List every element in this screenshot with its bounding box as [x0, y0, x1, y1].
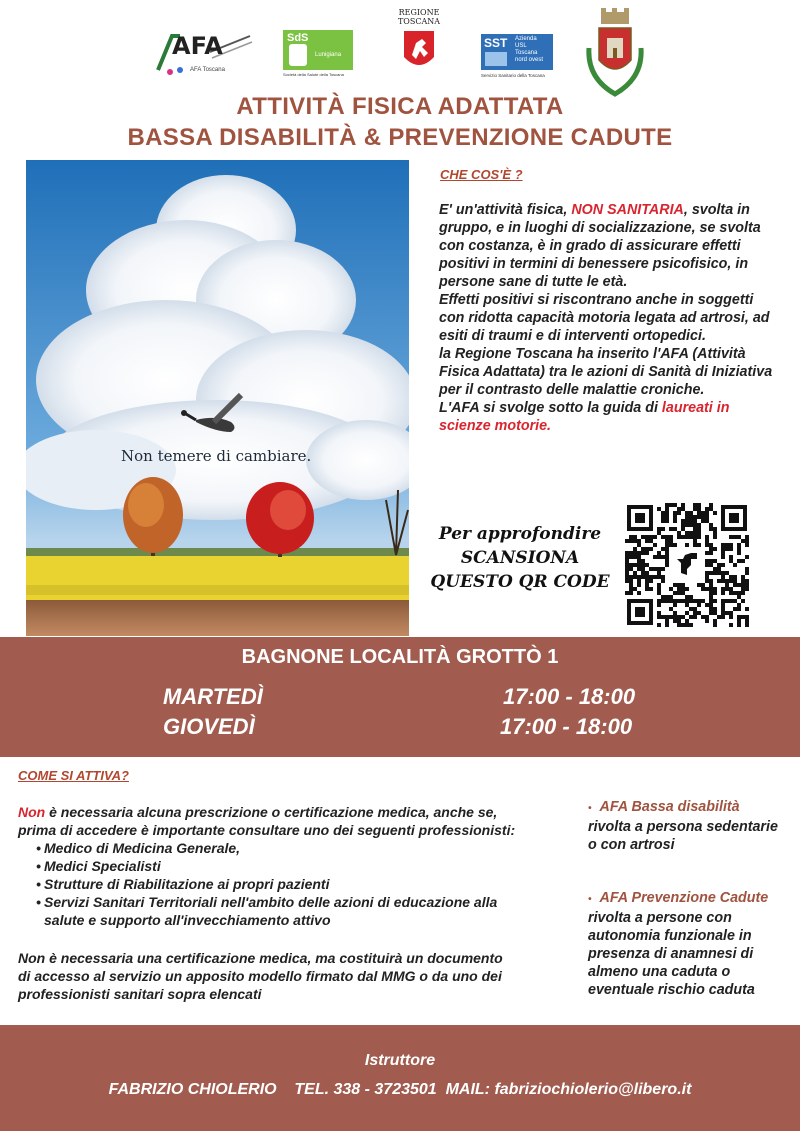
afa-type-1-title-text: AFA Bassa disabilità [599, 799, 740, 815]
activate-p1-rest: è necessaria alcuna prescrizione o certificazione medica, anche se, prima di accedere è importante consultare uno dei seguenti professionisti: [18, 804, 516, 838]
sst-logo [481, 34, 555, 82]
what-p1-a: E' un'attività fisica, [439, 202, 572, 218]
qr-line-3: QUESTO QR CODE [430, 572, 610, 592]
regione-logo-line2: TOSCANA [397, 17, 441, 26]
afa-type-1-desc: rivolta a persona sedentarie o con artrosi [588, 819, 778, 853]
list-item: • Medici Specialisti [18, 857, 538, 875]
list-item: • Strutture di Riabilitazione ai propri pazienti [18, 875, 538, 893]
time-1: 17:00 - 18:00 [503, 684, 636, 709]
regione-toscana-logo [395, 8, 443, 80]
what-p4-a: L'AFA si svolge sotto la guida di [439, 400, 662, 416]
activate-p2: Non è necessaria una certificazione medica, ma costituirà un documento di accesso al servizio un apposito modello firmato dal MMG o da uno dei professionisti sanitari sopra elencati [18, 950, 503, 1002]
comune-crest-logo [583, 8, 647, 100]
activate-p1-red: Non [18, 804, 46, 820]
sst-line-1: Azienda [515, 36, 537, 42]
activate-heading: COME SI ATTIVA? [18, 768, 129, 783]
professionals-list [18, 839, 538, 929]
sst-logo-text: SST [484, 36, 508, 50]
afa-type-2-title: • AFA Prevenzione Cadute [588, 890, 769, 906]
afa-logo [150, 30, 255, 78]
instructor-contact: FABRIZIO CHIOLERIO TEL. 338 - 3723501 MAIL: fabriziochiolerio@libero.it [108, 1081, 692, 1098]
afa-type-1-title: • AFA Bassa disabilità [588, 799, 740, 815]
activate-body [18, 803, 538, 1003]
instructor-role: Istruttore [364, 1052, 436, 1069]
qr-code[interactable] [625, 503, 749, 627]
day-1: MARTEDÌ [163, 684, 263, 709]
sds-logo-footer: Società della Salute della Toscana [283, 72, 344, 77]
afa-type-2-title-text: AFA Prevenzione Cadute [599, 890, 769, 906]
day-2: GIOVEDÌ [163, 714, 255, 739]
title-line-2: BASSA DISABILITÀ & PREVENZIONE CADUTE [127, 124, 673, 151]
footer-band [0, 1025, 800, 1131]
what-p1-red: NON SANITARIA [571, 202, 684, 218]
regione-logo-line1: REGIONE [398, 8, 440, 17]
sst-logo-footer: Servizio Sanitario della Toscana [481, 73, 545, 78]
sst-line-3: Toscana [515, 50, 538, 56]
hero-photo [26, 160, 409, 636]
title-line-1: ATTIVITÀ FISICA ADATTATA [236, 93, 564, 120]
list-item: • Servizi Sanitari Territoriali nell'ambito delle azioni di educazione alla salute e supporto all'invecchiamento attivo [18, 893, 538, 929]
what-p4-red: laureati in scienze motorie. [439, 400, 730, 434]
comune-crest-icon [583, 8, 647, 100]
pegasus-shield-icon [402, 29, 436, 73]
afa-type-1 [588, 798, 788, 854]
what-p3: la Regione Toscana ha inserito l'AFA (Attività Fisica Adattata) tra le azioni di Sanità di Iniziativa per il contrasto delle malattie croniche. [439, 346, 773, 398]
qr-caption [430, 522, 610, 594]
list-item: • Medico di Medicina Generale, [18, 839, 538, 857]
afa-type-2 [588, 889, 788, 999]
location: BAGNONE LOCALITÀ GROTTÒ 1 [241, 646, 559, 668]
afa-type-2-desc: rivolta a persone con autonomia funzionale in presenza di anamnesi di almeno una caduta o eventuale rischio caduta [588, 910, 755, 998]
sst-line-2: USL [515, 43, 527, 49]
what-heading: CHE COS'È ? [440, 167, 523, 182]
sds-logo-text: SdS [287, 32, 309, 44]
schedule-band [0, 637, 800, 757]
hero-landscape-image [26, 160, 409, 636]
qr-code-icon [625, 503, 749, 627]
time-2: 17:00 - 18:00 [500, 714, 633, 739]
logo-bar [0, 8, 800, 98]
qr-line-2: SCANSIONA [460, 548, 580, 568]
afa-logo-text: AFA [172, 32, 223, 60]
what-p1-b: , svolta in gruppo, e in luoghi di socializzazione, se svolta con costanza, è in grado di assicurare effetti positivi in termini di benessere psicofisico, in persone sane di tutte le età. [439, 202, 761, 290]
what-p2: Effetti positivi si riscontrano anche in soggetti con ridotta capacità motoria legata ad artrosi, ad esiti di traumi e di interventi ortopedici. [439, 292, 770, 344]
sds-logo-sub: Lunigiana [315, 52, 342, 58]
qr-line-1: Per approfondire [438, 524, 602, 544]
afa-logo-sub: AFA Toscana [190, 67, 225, 73]
sst-line-4: nord ovest [515, 57, 544, 63]
photo-caption: Non temere di cambiare. [121, 447, 312, 465]
sds-logo [283, 30, 355, 80]
what-body [439, 201, 779, 435]
